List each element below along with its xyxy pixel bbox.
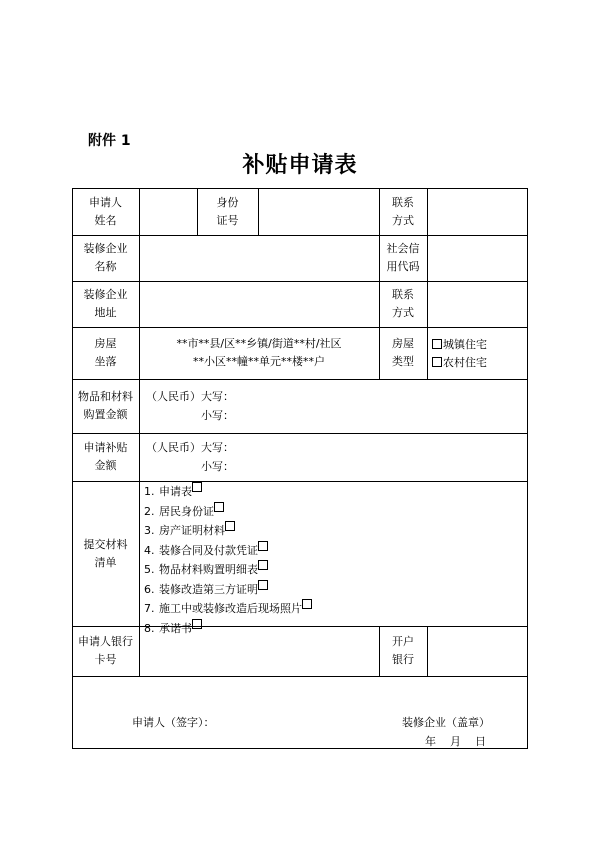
house-type-option-rural[interactable] — [432, 354, 487, 371]
item-text: 房产证明材料 — [159, 524, 225, 537]
company-contact-label — [379, 281, 427, 327]
credit-code-label — [379, 235, 427, 281]
label-line: 联系 — [392, 288, 414, 301]
applicant-name-field[interactable] — [140, 189, 196, 234]
upper-case-label: 大写： — [201, 390, 234, 403]
label-line: 购置金额 — [83, 408, 128, 421]
option-label: 农村住宅 — [443, 356, 487, 369]
label-line: 物品和材料 — [78, 390, 133, 403]
checklist-item[interactable] — [144, 580, 313, 600]
checkbox-icon[interactable] — [258, 541, 268, 551]
application-form-table — [72, 188, 528, 749]
label-line: 类型 — [392, 355, 414, 368]
lower-case-label: 小写： — [201, 460, 234, 473]
company-contact-field[interactable] — [428, 282, 526, 326]
company-address-field[interactable] — [140, 282, 378, 326]
checklist-item[interactable] — [144, 599, 313, 619]
label-line: 申请补贴 — [83, 441, 128, 454]
item-number: 8. — [144, 621, 155, 635]
contact-label — [379, 188, 427, 235]
label-line: 银行 — [392, 653, 414, 666]
company-seal-label[interactable]: 装修企业（盖章） — [402, 716, 490, 729]
lower-case-label: 小写： — [201, 409, 234, 422]
purchase-amount-label — [72, 379, 139, 433]
label-line: 申请人银行 — [78, 635, 133, 648]
table-border-right — [527, 188, 528, 749]
applicant-name-label — [72, 188, 139, 235]
label-line: 装修企业 — [83, 288, 128, 301]
label-line: 方式 — [392, 306, 414, 319]
label-line: 开户 — [392, 635, 414, 648]
label-line: 证号 — [216, 213, 239, 227]
item-number: 3. — [144, 524, 155, 537]
id-number-label — [197, 188, 258, 235]
id-number-field[interactable] — [259, 189, 378, 234]
checklist-item[interactable] — [144, 502, 313, 522]
label-line: 联系 — [392, 195, 414, 209]
credit-code-field[interactable] — [428, 236, 526, 280]
label-line: 身份 — [216, 195, 239, 209]
label-line: 姓名 — [94, 213, 117, 227]
subsidy-amount-field[interactable] — [146, 438, 234, 476]
currency-prefix: （人民币） — [146, 390, 201, 403]
label-line: 申请人 — [89, 195, 122, 209]
upper-case-label: 大写： — [201, 441, 234, 454]
item-text: 施工中或装修改造后现场照片 — [159, 602, 302, 615]
house-type-label — [379, 327, 427, 379]
row-divider — [72, 676, 528, 677]
company-address-label — [72, 281, 139, 327]
attachment-label: 附件 1 — [88, 133, 131, 149]
item-text: 物品材料购置明细表 — [159, 563, 258, 576]
item-text: 申请表 — [159, 485, 192, 498]
label-line: 名称 — [94, 260, 117, 273]
signature-date: 年 月 日 — [425, 735, 486, 748]
label-line: 房屋 — [392, 337, 414, 350]
location-line: **市**县/区**乡镇/街道**村/社区 — [176, 337, 342, 350]
label-line: 房屋 — [94, 337, 117, 350]
row-divider — [72, 379, 528, 380]
checkbox-icon[interactable] — [432, 357, 442, 367]
item-number: 6. — [144, 582, 155, 596]
house-type-option-urban[interactable] — [432, 336, 487, 353]
purchase-amount-field[interactable] — [146, 387, 234, 425]
house-location-value[interactable] — [139, 327, 379, 379]
materials-checklist — [144, 482, 313, 638]
bank-card-field[interactable] — [140, 627, 378, 675]
form-title: 补贴申请表 — [242, 152, 358, 178]
label-line: 用代码 — [386, 260, 420, 273]
checkbox-icon[interactable] — [214, 502, 224, 512]
location-line: **小区**幢**单元**楼**户 — [193, 355, 325, 368]
contact-field[interactable] — [428, 189, 526, 234]
checkbox-icon[interactable] — [302, 599, 312, 609]
checkbox-icon[interactable] — [225, 521, 235, 531]
house-location-label — [72, 327, 139, 379]
bank-card-label — [72, 626, 139, 676]
checklist-item[interactable] — [144, 482, 313, 502]
option-label: 城镇住宅 — [443, 338, 487, 351]
checklist-item[interactable] — [144, 541, 313, 561]
item-text: 居民身份证 — [159, 504, 214, 518]
checklist-item[interactable] — [144, 560, 313, 580]
item-number: 4. — [144, 543, 155, 557]
checkbox-icon[interactable] — [192, 482, 202, 492]
bank-label — [379, 626, 427, 676]
checkbox-icon[interactable] — [258, 580, 268, 590]
item-text: 装修合同及付款凭证 — [159, 543, 258, 557]
label-line: 卡号 — [94, 653, 117, 666]
item-number: 2. — [144, 504, 155, 518]
item-number: 7. — [144, 602, 155, 615]
label-line: 装修企业 — [83, 242, 128, 255]
company-name-field[interactable] — [140, 236, 378, 280]
item-text: 承诺书 — [159, 621, 192, 635]
subsidy-amount-label — [72, 433, 139, 481]
label-line: 提交材料 — [83, 537, 128, 551]
checkbox-icon[interactable] — [432, 339, 442, 349]
label-line: 社会信 — [386, 242, 420, 255]
checklist-item[interactable] — [144, 521, 313, 541]
item-text: 装修改造第三方证明 — [159, 582, 258, 596]
label-line: 金额 — [94, 459, 117, 472]
materials-list-label — [72, 481, 139, 626]
item-number: 5. — [144, 563, 155, 576]
company-name-label — [72, 235, 139, 281]
applicant-signature-label[interactable]: 申请人（签字）： — [132, 716, 215, 729]
label-line: 清单 — [94, 555, 117, 569]
label-line: 方式 — [392, 213, 414, 227]
bank-field[interactable] — [428, 627, 526, 675]
checkbox-icon[interactable] — [258, 560, 268, 570]
label-line: 坐落 — [94, 355, 117, 368]
row-divider — [72, 433, 528, 434]
currency-prefix: （人民币） — [146, 441, 201, 454]
label-line: 地址 — [94, 306, 117, 319]
item-number: 1. — [144, 485, 155, 498]
